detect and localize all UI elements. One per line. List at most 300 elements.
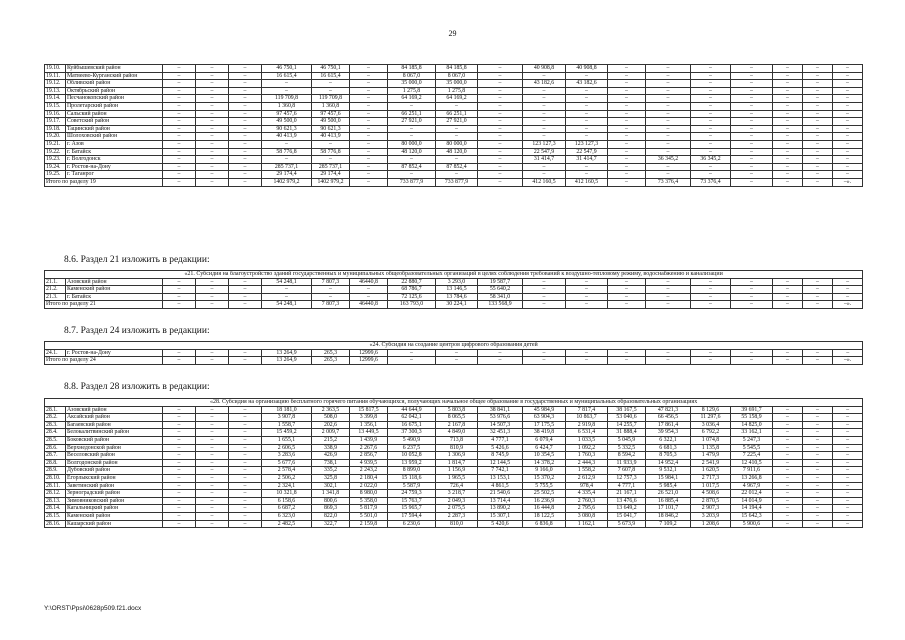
row-number-cell: 28.5. [45,436,66,444]
value-cell: – [163,349,196,357]
value-cell: – [350,293,388,301]
value-cell: – [803,301,833,309]
value-cell: 1 017,5 [691,482,731,490]
value-cell: – [262,156,312,164]
value-cell: – [196,505,229,513]
value-cell: – [163,444,196,452]
value-cell: – [163,171,196,179]
district-name-cell: Октябрьский район [66,87,163,95]
value-cell: – [773,429,803,437]
value-cell: – [833,286,863,294]
value-cell: – [833,148,863,156]
value-cell: 302,1 [312,482,350,490]
value-cell: – [478,133,523,141]
value-cell: – [608,171,646,179]
value-cell: – [803,110,833,118]
value-cell: – [163,406,196,414]
value-cell: – [523,171,566,179]
value-cell: – [773,72,803,80]
value-cell: 38 167,5 [608,406,646,414]
value-cell: – [646,95,691,103]
table-row [45,286,863,294]
value-cell: – [196,482,229,490]
value-cell: – [523,87,566,95]
value-cell: 2 907,3 [691,505,731,513]
value-cell: 5 332,5 [608,444,646,452]
value-cell: – [523,357,566,365]
value-cell: 3 907,8 [262,414,312,422]
value-cell: 13 146,5 [436,286,478,294]
value-cell: 38 841,1 [478,406,523,414]
value-cell: – [691,102,731,110]
value-cell: – [833,467,863,475]
value-cell: 338,9 [312,444,350,452]
value-cell: – [731,87,773,95]
row-number-cell: 19.12. [45,80,66,88]
value-cell: – [646,278,691,286]
table-row [45,429,863,437]
value-cell: 733 877,9 [436,178,478,186]
value-cell: – [229,406,262,414]
value-cell: 16 444,8 [523,505,566,513]
value-cell: – [833,171,863,179]
value-cell: – [773,474,803,482]
value-cell: 14 507,3 [478,421,523,429]
value-cell: – [436,125,478,133]
value-cell: – [731,178,773,186]
value-cell: – [388,349,436,357]
value-cell: – [803,87,833,95]
value-cell: 13 264,9 [262,349,312,357]
value-cell: – [196,178,229,186]
value-cell: – [608,72,646,80]
district-name-cell: г. Азов [66,140,163,148]
value-cell: – [350,80,388,88]
value-cell: 8 129,6 [691,406,731,414]
section-24-table [44,341,863,365]
value-cell: – [196,80,229,88]
value-cell: 12999,6 [350,349,388,357]
value-cell: 5 755,5 [523,482,566,490]
value-cell: – [773,512,803,520]
row-number-cell: 28.3. [45,421,66,429]
value-cell: 15 459,2 [262,429,312,437]
value-cell: 5 358,0 [350,497,388,505]
row-number-cell: 19.25. [45,171,66,179]
row-number-cell: 28.8. [45,459,66,467]
value-cell: 322,7 [312,520,350,528]
value-cell: 47 821,3 [646,406,691,414]
value-cell: – [833,406,863,414]
table-row [45,133,863,141]
value-cell: – [803,286,833,294]
value-cell: – [163,110,196,118]
value-cell: – [388,102,436,110]
value-cell: – [163,414,196,422]
value-cell: – [566,118,608,126]
value-cell: 72 125,6 [388,293,436,301]
value-cell: 46440,8 [350,301,388,309]
value-cell: – [773,505,803,513]
value-cell: – [833,414,863,422]
value-cell: – [163,156,196,164]
value-cell: 45 984,9 [523,406,566,414]
value-cell: 6 230,6 [388,520,436,528]
value-cell: – [523,110,566,118]
value-cell: 6 687,2 [262,505,312,513]
value-cell: 21 167,1 [608,490,646,498]
value-cell: 4 777,1 [608,482,646,490]
value-cell: 2 506,2 [262,474,312,482]
table-row [45,140,863,148]
value-cell: – [523,125,566,133]
value-cell: – [608,163,646,171]
value-cell: – [478,80,523,88]
value-cell: 6 322,1 [646,436,691,444]
value-cell: 15 817,5 [350,406,388,414]
value-cell: –». [833,301,863,309]
value-cell: 37 300,3 [388,429,436,437]
value-cell: – [196,406,229,414]
value-cell: – [608,118,646,126]
value-cell: – [646,102,691,110]
value-cell: 90 621,3 [312,125,350,133]
row-number-cell: 28.7. [45,452,66,460]
value-cell: 40 413,9 [262,133,312,141]
value-cell: – [229,520,262,528]
value-cell: – [478,357,523,365]
value-cell: 40 908,8 [523,65,566,73]
row-number-cell: 19.13. [45,87,66,95]
value-cell: 15 763,7 [388,497,436,505]
value-cell: 16 615,4 [312,72,350,80]
value-cell: – [773,482,803,490]
value-cell: 30 224,1 [436,301,478,309]
value-cell: – [608,278,646,286]
value-cell: – [312,140,350,148]
value-cell: – [196,163,229,171]
value-cell: 265,3 [312,349,350,357]
value-cell: – [350,133,388,141]
value-cell: – [229,349,262,357]
value-cell: – [833,140,863,148]
value-cell: – [523,293,566,301]
district-name-cell: Сальский район [66,110,163,118]
value-cell: – [646,140,691,148]
value-cell: 1 074,8 [691,436,731,444]
value-cell: – [196,278,229,286]
value-cell: 163 793,0 [388,301,436,309]
value-cell: – [803,278,833,286]
value-cell: – [262,286,312,294]
value-cell: – [196,444,229,452]
value-cell: 49 500,0 [312,118,350,126]
value-cell: – [196,474,229,482]
value-cell: 17 594,4 [388,512,436,520]
district-name-cell: Кашарский район [66,520,163,528]
value-cell: – [803,467,833,475]
value-cell: – [803,171,833,179]
value-cell: – [803,452,833,460]
value-cell: – [773,459,803,467]
value-cell: 97 457,6 [312,110,350,118]
value-cell: – [833,482,863,490]
value-cell: – [163,125,196,133]
value-cell: 16 615,4 [262,72,312,80]
value-cell: – [803,118,833,126]
table-row [45,110,863,118]
value-cell: – [731,65,773,73]
value-cell: – [691,95,731,103]
value-cell: 5 426,6 [478,444,523,452]
value-cell: – [833,110,863,118]
value-cell: – [163,118,196,126]
value-cell: 13 649,2 [608,505,646,513]
value-cell: 713,8 [436,436,478,444]
row-number-cell: 24.1. [45,349,66,357]
value-cell: 63 904,3 [523,414,566,422]
value-cell: 869,3 [312,505,350,513]
value-cell: – [163,278,196,286]
value-cell: – [773,140,803,148]
row-number-cell: 28.10. [45,474,66,482]
value-cell: 11 933,9 [608,459,646,467]
value-cell: 14 378,2 [523,459,566,467]
value-cell: – [803,520,833,528]
value-cell: – [163,505,196,513]
value-cell: – [196,65,229,73]
value-cell: 738,1 [312,459,350,467]
value-cell: 2 541,9 [691,459,731,467]
value-cell: 55 640,2 [478,286,523,294]
value-cell: – [523,349,566,357]
value-cell: 6 836,8 [523,520,566,528]
value-cell: 22 547,9 [523,148,566,156]
value-cell: 22 012,4 [731,490,773,498]
district-name-cell: Матвеево-Курганский район [66,72,163,80]
row-number-cell: 19.21. [45,140,66,148]
value-cell: 17 175,5 [523,421,566,429]
row-number-cell: 28.13. [45,497,66,505]
value-cell: 1 479,9 [691,452,731,460]
value-cell: – [566,293,608,301]
value-cell: 9 532,1 [646,467,691,475]
value-cell: – [229,357,262,365]
value-cell: 15 307,1 [478,512,523,520]
value-cell: – [163,80,196,88]
value-cell: – [478,65,523,73]
value-cell: – [773,520,803,528]
value-cell: 1 356,1 [350,421,388,429]
value-cell: – [229,444,262,452]
value-cell: – [229,490,262,498]
value-cell: 119 709,8 [262,95,312,103]
value-cell: – [350,102,388,110]
value-cell: – [608,102,646,110]
row-number-cell: Итого по разделу 19 [45,178,163,186]
table-row [45,349,863,357]
value-cell: – [833,156,863,164]
value-cell: 2 009,7 [312,429,350,437]
value-cell: – [350,110,388,118]
value-cell: – [523,102,566,110]
row-number-cell: 19.17. [45,118,66,126]
value-cell: 87 852,4 [388,163,436,171]
value-cell: – [229,148,262,156]
section-24-heading: 8.7. Раздел 24 изложить в редакции: [64,326,210,336]
value-cell: – [773,133,803,141]
value-cell: – [691,80,731,88]
value-cell: 13 890,2 [478,505,523,513]
value-cell: 48 120,0 [388,148,436,156]
district-name-cell: Песчанокопский район [66,95,163,103]
value-cell: 1 360,8 [262,102,312,110]
value-cell: 36 345,2 [646,156,691,164]
value-cell: 14 825,0 [731,421,773,429]
value-cell: – [229,512,262,520]
value-cell: – [833,444,863,452]
table-row [45,278,863,286]
value-cell: 7 225,4 [731,452,773,460]
table-row [45,102,863,110]
value-cell: 21 540,6 [478,490,523,498]
value-cell: – [803,148,833,156]
value-cell: 6 158,6 [262,497,312,505]
value-cell: 6 424,7 [523,444,566,452]
value-cell: – [229,482,262,490]
value-cell: 58 776,8 [312,148,350,156]
value-cell: 7 607,8 [608,467,646,475]
value-cell: – [803,429,833,437]
value-cell: 2 324,1 [262,482,312,490]
value-cell: – [229,156,262,164]
value-cell: 18 181,0 [262,406,312,414]
value-cell: – [803,436,833,444]
value-cell: – [833,520,863,528]
value-cell: 62 042,1 [388,414,436,422]
district-name-cell: Багаевский район [66,421,163,429]
district-name-cell: Аксайский район [66,414,163,422]
value-cell: 8 067,0 [436,72,478,80]
value-cell: – [478,72,523,80]
value-cell: – [163,459,196,467]
table-row [45,65,863,73]
value-cell: – [566,72,608,80]
table-row [45,148,863,156]
value-cell: 10 321,8 [262,490,312,498]
value-cell: 1 439,9 [350,436,388,444]
value-cell: – [312,156,350,164]
value-cell: 3 293,0 [436,278,478,286]
value-cell: – [691,278,731,286]
value-cell: – [229,505,262,513]
row-number-cell: 28.6. [45,444,66,452]
value-cell: 2 022,0 [350,482,388,490]
value-cell: – [566,286,608,294]
value-cell: – [196,301,229,309]
value-cell: – [229,436,262,444]
table-row [45,482,863,490]
value-cell: – [646,72,691,80]
value-cell: – [229,474,262,482]
value-cell: 7 742,1 [478,467,523,475]
table-row [45,171,863,179]
value-cell: – [196,72,229,80]
value-cell: – [731,118,773,126]
value-cell: 2 267,6 [350,444,388,452]
value-cell: – [196,421,229,429]
value-cell: – [229,133,262,141]
value-cell: – [773,80,803,88]
value-cell: – [163,436,196,444]
value-cell: 733 877,9 [388,178,436,186]
value-cell: 8 705,3 [646,452,691,460]
value-cell: – [803,414,833,422]
value-cell: – [691,110,731,118]
table-row [45,163,863,171]
value-cell: 1 360,8 [312,102,350,110]
value-cell: – [773,95,803,103]
value-cell: – [229,171,262,179]
value-cell: 14 014,9 [731,497,773,505]
value-cell: – [196,459,229,467]
table-row [45,293,863,301]
district-name-cell: г. Батайск [66,293,163,301]
value-cell: – [196,357,229,365]
value-cell: – [731,72,773,80]
value-cell: – [803,80,833,88]
value-cell: 412 160,5 [566,178,608,186]
value-cell: 15 984,1 [646,474,691,482]
value-cell: – [803,505,833,513]
value-cell: – [803,163,833,171]
table-row [45,414,863,422]
value-cell: – [229,140,262,148]
table-row [45,520,863,528]
value-cell: – [691,293,731,301]
table-row [45,497,863,505]
value-cell: 3 080,8 [566,512,608,520]
value-cell: 1 208,6 [691,520,731,528]
value-cell: – [163,357,196,365]
value-cell: – [731,293,773,301]
value-cell: – [773,278,803,286]
value-cell: 87 852,4 [436,163,478,171]
value-cell: – [833,512,863,520]
value-cell: 426,9 [312,452,350,460]
value-cell: 3 203,9 [691,512,731,520]
value-cell: – [608,357,646,365]
value-cell: – [196,512,229,520]
row-number-cell: 19.16. [45,110,66,118]
row-number-cell: 28.16. [45,520,66,528]
value-cell: 7 807,3 [312,278,350,286]
value-cell: – [196,429,229,437]
value-cell: – [523,286,566,294]
value-cell: – [163,467,196,475]
value-cell: – [262,140,312,148]
value-cell: – [646,357,691,365]
value-cell: 800,6 [312,497,350,505]
district-name-cell: Зимовниковский район [66,497,163,505]
value-cell: 2 167,8 [436,421,478,429]
value-cell: 80 000,0 [388,140,436,148]
value-cell: – [608,133,646,141]
value-cell: – [196,436,229,444]
value-cell: 15 642,3 [731,512,773,520]
value-cell: – [773,349,803,357]
value-cell: – [262,80,312,88]
